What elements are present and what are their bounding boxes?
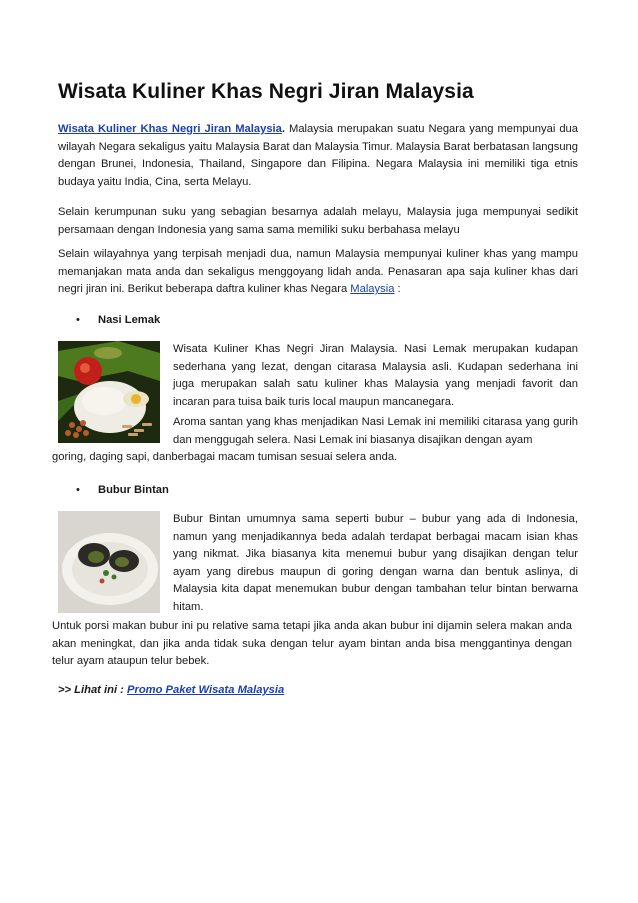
malaysia-link[interactable]: Malaysia [350,283,395,295]
see-also-line [58,684,284,696]
bullet-icon: • [76,484,80,496]
nasi-lemak-image [58,341,160,443]
item-title: Nasi Lemak [98,314,161,326]
page-title: Wisata Kuliner Khas Negri Jiran Malaysia [58,80,474,103]
intro-text: Malaysia merupakan suatu Negara yang mempunyai dua wilayah Negara sekaligus yaitu Malaysia Barat dan Malaysia Timur. Malaysia Barat berbatasan langsung dengan Brunei, Indonesia, Thailand, Singapore dan Filipina. Negara Malaysia ini memiliki tiga etnis budaya yaitu India, Cina, serta Melayu. [58,123,578,188]
see-also-prefix: >> Lihat ini : [58,684,127,696]
intro-title-link[interactable]: Wisata Kuliner Khas Negri Jiran Malaysia [58,123,282,135]
promo-link[interactable]: Promo Paket Wisata Malaysia [127,684,285,696]
nasi-lemak-description-2: Aroma santan yang khas menjadikan Nasi Lemak ini memiliki citarasa yang gurih dan menggugah selera. Nasi Lemak ini biasanya disajikan dengan ayam [173,416,578,446]
nasi-lemak-description-tail: goring, daging sapi, danberbagai macam tumisan sesuai selera anda. [52,451,398,463]
intro-period: . [281,123,285,135]
paragraph-3 [58,246,578,299]
item-title: Bubur Bintan [98,484,169,496]
paragraph-3-after: : [394,283,401,295]
bubur-bintan-illustration [58,511,160,613]
bubur-bintan-description: Bubur Bintan umumnya sama seperti bubur – bubur yang ada di Indonesia, namun yang menjadikannya beda adalah terdapat berbagai macam isian khas yang nikmat. Jika biasanya kita menemui bubur yang disajikan dengan telur ayam yang direbus maupun di goring dengan warna dan bentuk aslinya, di Malaysia kita dapat menemukan bubur dengan tambahan telur bintan berwarna hitam. [173,513,578,613]
paragraph-3-text: Selain wilayahnya yang terpisah menjadi dua, namun Malaysia mempunyai kuliner khas yang mampu memanjakan mata anda dan sekaligus menggoyang lidah anda. Penasaran apa saja kuliner khas dari negri jiran ini. Berikut beberapa daftra kuliner khas Negara [58,248,578,295]
bubur-bintan-image [58,511,160,613]
list-item-nasi-lemak [76,312,160,330]
bullet-icon: • [76,314,80,326]
nasi-lemak-description-1: Wisata Kuliner Khas Negri Jiran Malaysia. Nasi Lemak merupakan kudapan sederhana yang lezat, dengan citarasa Malaysia asli. Kudapan sederhana ini juga merupakan salah satu kuliner khas Malaysia yang menjadi favorit dan incaran para tuisa baik turis local maupun mancanegara. [173,343,578,408]
bubur-bintan-description-tail: Untuk porsi makan bubur ini pu relative sama tetapi jika anda akan bubur ini dijamin selera makan anda akan meningkat, dan jika anda tidak suka dengan telur ayam bintan anda bisa menggantinya dengan telur ayam ataupun telur bebek. [52,620,572,667]
intro-paragraph [58,121,578,191]
nasi-lemak-illustration [58,341,160,443]
list-item-bubur-bintan [76,482,169,500]
paragraph-2: Selain kerumpunan suku yang sebagian besarnya adalah melayu, Malaysia juga mempunyai sedikit persamaan dengan Indonesia yang sama sama memiliki suku berbahasa melayu [58,206,578,236]
